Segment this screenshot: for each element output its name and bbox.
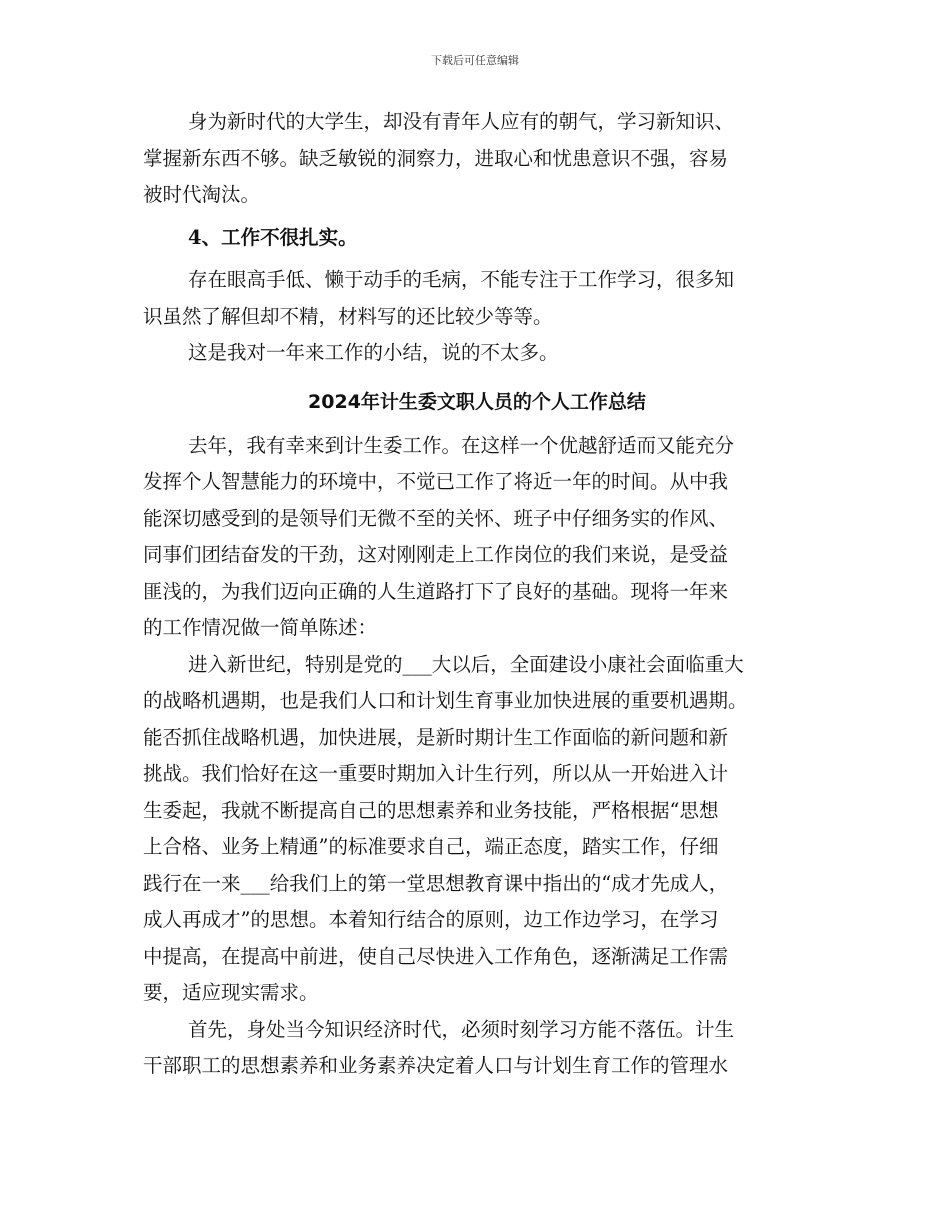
text-line: 身为新时代的大学生，却没有青年人应有的朝气，学习新知识、 bbox=[188, 110, 735, 133]
text-line: 挑战。我们恰好在这一重要时期加入计生行列，所以从一开始进入计 bbox=[143, 762, 729, 785]
paragraph bbox=[143, 428, 811, 647]
document-body bbox=[143, 104, 811, 1085]
text-line: 进入新世纪，特别是党的___大以后，全面建设小康社会面临重大 bbox=[188, 652, 744, 676]
paragraph bbox=[143, 104, 811, 214]
text-line: 掌握新东西不够。缺乏敏锐的洞察力，进取心和忧患意识不强，容易 bbox=[143, 146, 729, 170]
text-line: 的战略机遇期，也是我们人口和计划生育事业加快进展的重要机遇期。 bbox=[143, 689, 748, 712]
text-line: 上合格、业务上精通”的标准要求自己，端正态度，踏实工作，仔细 bbox=[143, 835, 719, 858]
document-title: 2024年计生委文职人员的个人工作总结 bbox=[308, 390, 646, 413]
page-header: 下载后可任意编辑 bbox=[431, 54, 519, 67]
text-line: 干部职工的思想素养和业务素养决定着人口与计划生育工作的管理水 bbox=[143, 1054, 729, 1077]
text-line: 这是我对一年来工作的小结，说的不太多。 bbox=[188, 341, 559, 364]
text-line: 匪浅的，为我们迈向正确的人生道路打下了良好的基础。现将一年来 bbox=[143, 579, 729, 603]
text-line: 存在眼高手低、懒于动手的毛病，不能专注于工作学习，很多知 bbox=[188, 268, 735, 291]
paragraph bbox=[143, 647, 811, 1012]
text-line: 生委起，我就不断提高自己的思想素养和业务技能，严格根据“思想 bbox=[143, 798, 719, 822]
text-line: 发挥个人智慧能力的环境中，不觉已工作了将近一年的时间。从中我 bbox=[143, 470, 729, 493]
text-line: 去年，我有幸来到计生委工作。在这样一个优越舒适而又能充分 bbox=[188, 433, 735, 457]
text-line: 的工作情况做一简单陈述： bbox=[143, 616, 378, 639]
paragraph bbox=[143, 262, 811, 335]
text-line: 能否抓住战略机遇，加快进展，是新时期计生工作面临的新问题和新 bbox=[143, 725, 729, 749]
text-line: 同事们团结奋发的干劲，这对刚刚走上工作岗位的我们来说，是受益 bbox=[143, 543, 729, 566]
text-line: 中提高，在提高中前进，使自己尽快进入工作角色，逐渐满足工作需 bbox=[143, 944, 729, 968]
text-line: 成人再成才”的思想。本着知行结合的原则，边工作边学习，在学习 bbox=[143, 908, 719, 931]
text-line: 能深切感受到的是领导们无微不至的关怀、班子中仔细务实的作风、 bbox=[143, 506, 729, 530]
text-line: 识虽然了解但却不精，材料写的还比较少等等。 bbox=[143, 304, 553, 328]
paragraph bbox=[143, 1012, 811, 1085]
text-line: 被时代淘汰。 bbox=[143, 183, 261, 206]
text-line: 践行在一来___给我们上的第一堂思想教育课中指出的“成才先成人， bbox=[143, 871, 729, 895]
text-line: 要，适应现实需求。 bbox=[143, 981, 319, 1004]
subheading: 4、工作不很扎实。 bbox=[188, 225, 358, 249]
text-line: 首先，身处当今知识经济时代，必须时刻学习方能不落伍。计生 bbox=[188, 1017, 735, 1041]
